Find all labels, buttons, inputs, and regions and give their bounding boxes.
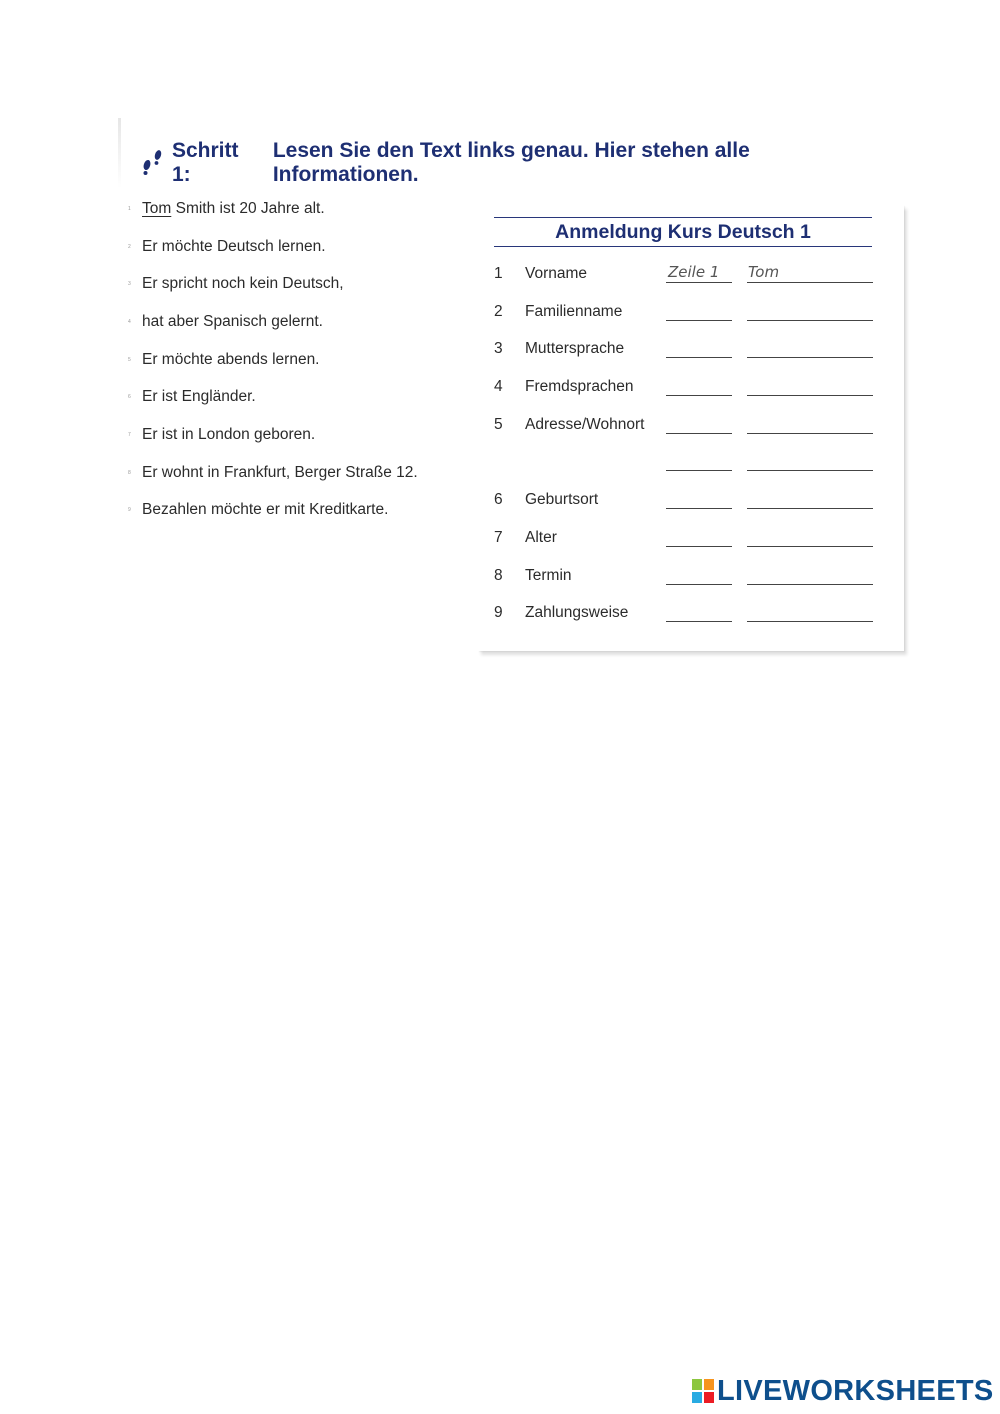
info-item <box>128 492 468 530</box>
task-heading <box>140 139 900 186</box>
value-field[interactable] <box>747 584 873 585</box>
info-text: Er möchte abends lernen. <box>142 350 320 368</box>
liveworksheets-brand <box>692 1374 994 1408</box>
info-text: Er spricht noch kein Deutsch, <box>142 275 344 293</box>
info-text: Er ist in London geboren. <box>142 425 316 443</box>
info-item <box>128 303 468 341</box>
value-answer: Tom <box>748 263 780 281</box>
step-instruction: Lesen Sie den Text links genau. Hier stehen alle Informationen. <box>272 139 750 186</box>
form-row <box>478 559 904 597</box>
row-label: Termin <box>525 566 572 584</box>
row-number: 4 <box>494 378 503 396</box>
line-reference-field[interactable] <box>666 433 732 434</box>
row-label: Zahlungsweise <box>525 604 629 622</box>
info-text: Er wohnt in Frankfurt, Berger Straße 12. <box>142 463 418 481</box>
form-title: Anmeldung Kurs Deutsch 1 <box>494 217 872 247</box>
line-reference-field[interactable] <box>666 546 732 547</box>
value-field[interactable] <box>747 546 873 547</box>
info-text: Smith ist 20 Jahre alt. <box>171 199 325 217</box>
value-field[interactable] <box>747 433 873 434</box>
info-item <box>128 190 468 228</box>
value-field[interactable] <box>747 621 873 622</box>
line-reference-field[interactable] <box>666 282 732 283</box>
line-number: 6 <box>128 394 131 401</box>
form-row <box>478 257 904 295</box>
value-field[interactable] <box>747 320 873 321</box>
row-number: 2 <box>494 302 503 320</box>
row-label: Vorname <box>525 265 588 282</box>
brand-name: LIVEWORKSHEETS <box>717 1374 994 1407</box>
info-text: hat aber Spanisch gelernt. <box>142 312 323 330</box>
form-row <box>478 295 904 333</box>
form-row <box>478 408 904 446</box>
row-number: 1 <box>494 265 503 282</box>
form-row <box>478 521 904 559</box>
row-label: Muttersprache <box>525 340 625 358</box>
info-text: Er ist Engländer. <box>142 388 256 406</box>
form-row <box>478 370 904 408</box>
step-label: Schritt 1: <box>172 139 239 186</box>
line-number: 3 <box>128 281 131 288</box>
info-item <box>128 341 468 379</box>
info-text: Bezahlen möchte er mit Kreditkarte. <box>142 501 389 519</box>
line-reference-field[interactable] <box>666 395 732 396</box>
row-number: 6 <box>494 491 503 509</box>
line-reference-field[interactable] <box>666 508 732 509</box>
line-reference-field[interactable] <box>666 584 732 585</box>
form-row-continuation <box>478 445 904 483</box>
row-number: 3 <box>494 340 503 358</box>
info-item <box>128 265 468 303</box>
form-row <box>478 596 904 634</box>
line-reference-field[interactable] <box>666 357 732 358</box>
row-number: 8 <box>494 566 503 584</box>
line-reference-field[interactable] <box>666 621 732 622</box>
line-reference-field[interactable] <box>666 470 732 471</box>
row-number: 5 <box>494 415 503 433</box>
line-number: 7 <box>128 431 131 438</box>
row-number: 7 <box>494 528 503 546</box>
value-field[interactable] <box>747 395 873 396</box>
value-field[interactable] <box>747 282 873 283</box>
registration-form-card <box>478 205 904 651</box>
row-number: 9 <box>494 604 503 622</box>
line-reference-answer: Zeile 1 <box>668 263 720 281</box>
form-rows <box>478 257 904 634</box>
line-number: 5 <box>128 356 131 363</box>
row-label: Fremdsprachen <box>525 378 634 396</box>
info-item <box>128 378 468 416</box>
info-list <box>128 190 468 529</box>
line-number: 2 <box>128 243 131 250</box>
form-row <box>478 483 904 521</box>
row-label: Geburtsort <box>525 491 599 509</box>
line-number: 4 <box>128 318 131 325</box>
value-field[interactable] <box>747 508 873 509</box>
value-field[interactable] <box>747 470 873 471</box>
value-field[interactable] <box>747 357 873 358</box>
scan-edge <box>118 118 121 188</box>
info-text: Er möchte Deutsch lernen. <box>142 237 326 255</box>
info-item <box>128 228 468 266</box>
line-reference-field[interactable] <box>666 320 732 321</box>
underlined-word: Tom <box>142 199 172 217</box>
line-number: 9 <box>128 507 131 514</box>
footsteps-icon <box>140 148 168 178</box>
row-label: Adresse/Wohnort <box>525 415 645 433</box>
row-label: Alter <box>525 528 557 546</box>
row-label: Familienname <box>525 302 623 320</box>
info-item <box>128 454 468 492</box>
liveworksheets-logo-icon <box>692 1379 714 1403</box>
info-item <box>128 416 468 454</box>
line-number: 8 <box>128 469 131 476</box>
line-number: 1 <box>128 205 131 212</box>
form-row <box>478 332 904 370</box>
